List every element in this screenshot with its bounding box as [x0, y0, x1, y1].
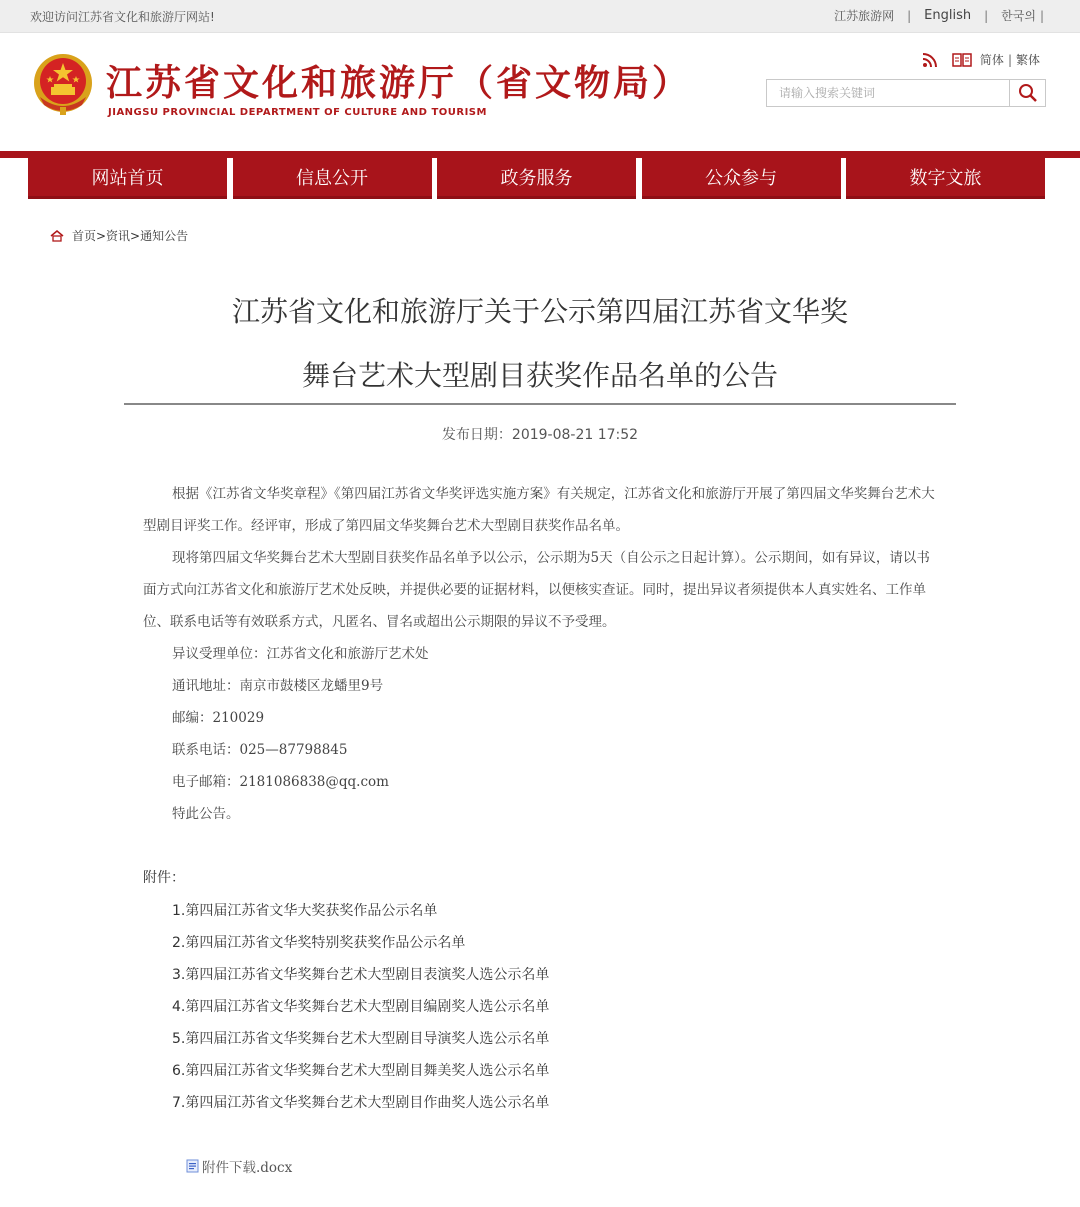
- nav-item-public-participation[interactable]: 公众参与: [642, 154, 841, 199]
- link-jiangsu-tourism[interactable]: 江苏旅游网: [834, 9, 895, 23]
- search-box: [766, 79, 1046, 107]
- attachment-item: 6.第四届江苏省文华奖舞台艺术大型剧目舞美奖人选公示名单: [172, 1063, 550, 1079]
- search-input[interactable]: [767, 80, 1011, 106]
- article-paragraph: 联系电话：025—87798845: [172, 742, 348, 758]
- article-paragraph: 异议受理单位：江苏省文化和旅游厅艺术处: [172, 646, 429, 662]
- separator: |: [907, 8, 912, 23]
- article-body: [143, 478, 943, 830]
- top-utility-bar: [0, 0, 1080, 33]
- nav-item-digital-culture-tourism[interactable]: 数字文旅: [846, 154, 1045, 199]
- publish-date: 发布日期：2019-08-21 17:52: [441, 427, 639, 443]
- article-title-line: 舞台艺术大型剧目获奖作品名单的公告: [301, 359, 778, 392]
- article-paragraph: 根据《江苏省文华奖章程》《第四届江苏省文华奖评选实施方案》有关规定，江苏省文化和旅游厅开展了第四届文华奖舞台艺术大型剧目评奖工作。经评审，形成了第四届文华奖舞台艺术大型剧目获奖作品名单。: [143, 486, 935, 534]
- attachment-item: 1.第四届江苏省文华大奖获奖作品公示名单: [172, 903, 438, 919]
- article-paragraph: 特此公告。: [172, 806, 240, 822]
- nav-item-info-disclosure[interactable]: 信息公开: [233, 154, 432, 199]
- link-korean[interactable]: 한국의: [1001, 9, 1036, 23]
- attachment-item: 2.第四届江苏省文华奖特别奖获奖作品公示名单: [172, 935, 466, 951]
- breadcrumb-text[interactable]: 首页>资讯>通知公告: [72, 229, 189, 243]
- site-header: [0, 33, 1080, 151]
- attachment-item: 7.第四届江苏省文华奖舞台艺术大型剧目作曲奖人选公示名单: [172, 1095, 550, 1111]
- title-divider: [124, 403, 956, 405]
- download-filename[interactable]: 附件下载.docx: [202, 1160, 293, 1176]
- attachment-download-link[interactable]: [186, 1156, 292, 1176]
- article-title: [124, 280, 956, 408]
- site-subtitle-en: JIANGSU PROVINCIAL DEPARTMENT OF CULTURE AND TOURISM: [108, 107, 487, 118]
- attachment-item: 5.第四届江苏省文华奖舞台艺术大型剧目导演奖人选公示名单: [172, 1031, 550, 1047]
- nav-item-home[interactable]: 网站首页: [28, 154, 227, 199]
- separator: |: [984, 8, 989, 23]
- attachments-list: [172, 895, 549, 1119]
- main-nav: [28, 154, 1045, 199]
- header-tools: [922, 51, 1040, 68]
- article-paragraph: 现将第四届文华奖舞台艺术大型剧目获奖作品名单予以公示，公示期为5天（自公示之日起计算）。公示期间，如有异议，请以书面方式向江苏省文化和旅游厅艺术处反映，并提供必要的证据材料，以便核实查证。同时，提出异议者须提供本人真实姓名、工作单位、联系电话等有效联系方式，凡匿名、冒名或超出公示期限的异议不予受理。: [143, 550, 930, 630]
- separator: |: [1007, 52, 1012, 67]
- article-paragraph: 邮编：210029: [172, 710, 265, 726]
- link-english[interactable]: English: [924, 8, 972, 23]
- article-paragraph: 电子邮箱：2181086838@qq.com: [172, 774, 389, 790]
- welcome-text: 欢迎访问江苏省文化和旅游厅网站!: [30, 10, 215, 24]
- separator: |: [1039, 8, 1044, 23]
- rss-icon[interactable]: [922, 52, 938, 68]
- attachment-item: 4.第四届江苏省文华奖舞台艺术大型剧目编剧奖人选公示名单: [172, 999, 550, 1015]
- home-icon: [50, 230, 64, 242]
- top-links: [834, 7, 1044, 24]
- nav-item-government-services[interactable]: 政务服务: [437, 154, 636, 199]
- article-title-line: 江苏省文化和旅游厅关于公示第四届江苏省文华奖: [231, 295, 848, 328]
- book-icon: [952, 53, 972, 67]
- attachment-item: 3.第四届江苏省文华奖舞台艺术大型剧目表演奖人选公示名单: [172, 967, 550, 983]
- site-title: 江苏省文化和旅游厅（省文物局）: [106, 62, 692, 104]
- docx-file-icon: [186, 1159, 199, 1173]
- breadcrumb: [50, 227, 188, 244]
- lang-traditional-link[interactable]: 繁体: [1015, 53, 1040, 67]
- search-icon: [1018, 83, 1038, 103]
- article-paragraph: 通讯地址：南京市鼓楼区龙蟠里9号: [172, 678, 384, 694]
- lang-simplified-link[interactable]: 简体: [979, 53, 1004, 67]
- search-button[interactable]: [1009, 80, 1045, 106]
- national-emblem-icon: [30, 51, 96, 117]
- attachments-label: 附件：: [143, 870, 185, 886]
